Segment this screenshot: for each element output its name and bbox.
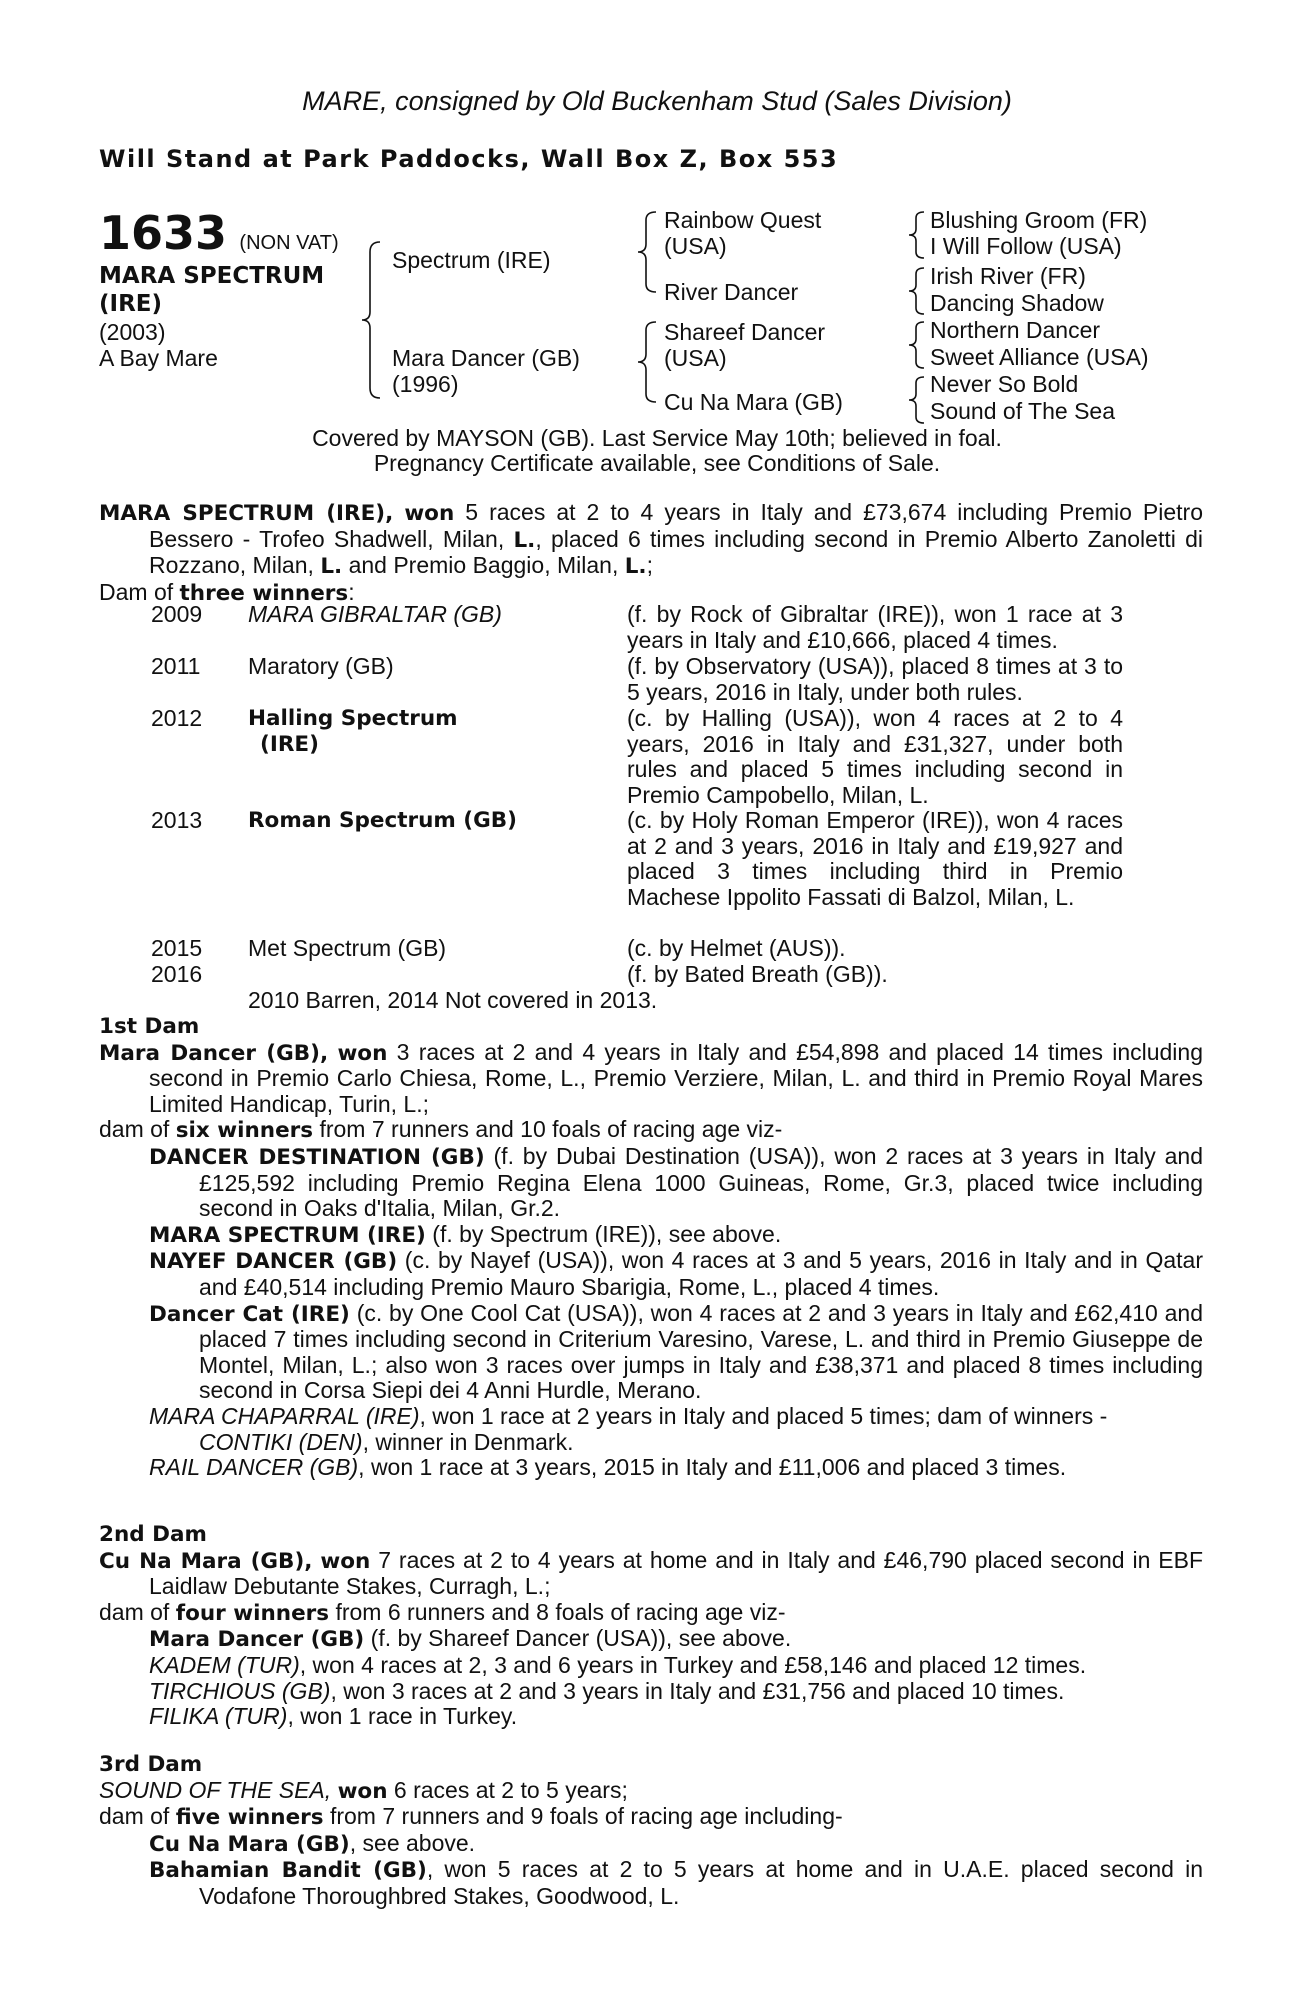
third-dam-produce: Bahamian Bandit (GB), won 5 races at 2 to 5 years at home and in U.A.E. placed second in Vodafone Thoroughbred Stakes, Goodwood, L. [149,1856,1204,1909]
lot-name: MARA SPECTRUM [99,263,325,289]
first-dam-dam-of: dam of six winners from 7 runners and 10 foals of racing age viz- [99,1116,783,1144]
location-line: Will Stand at Park Paddocks, Wall Box Z, Box 553 [99,145,839,173]
gen3-3: Irish River (FR) [930,263,1086,289]
sire-sire-line2: (USA) [664,233,727,259]
progeny-name: Met Spectrum (GB) [248,935,447,961]
lot-description: A Bay Mare [99,345,218,371]
pedigree-bracket-g1 [906,210,930,260]
lot-number: 1633 [99,206,228,260]
dam: Mara Dancer (GB) [392,345,580,371]
gen3-8: Sound of The Sea [930,398,1115,424]
first-dam-grandproduce: CONTIKI (DEN), winner in Denmark. [199,1428,574,1455]
gen3-1: Blushing Groom (FR) [930,207,1148,233]
lot-number-row [99,208,339,258]
second-dam-record: Cu Na Mara (GB), won 7 races at 2 to 4 years at home and in Italy and £46,790 placed second in EBF Laidlaw Debutante Stakes, Curragh, L.; [99,1546,1203,1600]
second-dam-produce: TIRCHIOUS (GB), won 3 races at 2 and 3 years in Italy and £31,756 and placed 10 times. [149,1677,1065,1704]
mare-race-record: MARA SPECTRUM (IRE), won 5 races at 2 to 4 years in Italy and £73,674 including Premio Pietro Bessero - Trofeo Shadwell, Milan, L., placed 6 times including second in Premio Alberto Zanoletti di Rozzano, Milan, L. and Premio Baggio, Milan, L.; [99,499,1203,580]
dam-dam: Cu Na Mara (GB) [664,389,843,415]
third-dam-section [99,1752,1203,1910]
gen3-7: Never So Bold [930,371,1079,397]
progeny-name: Roman Spectrum (GB) [248,808,517,833]
sire-dam: River Dancer [664,279,799,305]
progeny-details: (f. by Bated Breath (GB)). [627,961,888,987]
pedigree-bracket-main [360,240,390,400]
progeny-year: 2013 [151,807,203,833]
progeny-details: (c. by Halling (USA)), won 4 races at 2 to 4 years, 2016 in Italy and £31,327, under both rules and placed 5 times including second in Premio Campobello, Milan, L. [627,705,1123,808]
consignor-line: MARE, consigned by Old Buckenham Stud (Sales Division) [302,86,1012,116]
second-dam-section [99,1522,1203,1730]
dam-sire-line2: (USA) [664,345,727,371]
progeny-year: 2012 [151,705,203,731]
progeny-details: (c. by Helmet (AUS)). [627,935,846,961]
second-dam-heading: 2nd Dam [99,1522,207,1547]
first-dam-heading: 1st Dam [99,1014,200,1039]
progeny-name: MARA GIBRALTAR (GB) [248,601,502,627]
pedigree-bracket-g3 [906,320,930,370]
progeny-name: Maratory (GB) [248,653,394,679]
pregnancy-line: Pregnancy Certificate available, see Conditions of Sale. [373,450,941,476]
pedigree-bracket-dam [636,320,666,404]
barren-line: 2010 Barren, 2014 Not covered in 2013. [248,987,658,1013]
first-dam-produce: MARA SPECTRUM (IRE) (f. by Spectrum (IRE)), see above. [149,1220,782,1248]
progeny-details: (f. by Observatory (USA)), placed 8 times at 3 to 5 years, 2016 in Italy, under both rules. [627,653,1123,705]
pedigree-bracket-sire [636,210,666,294]
first-dam-produce: MARA CHAPARRAL (IRE), won 1 race at 2 years in Italy and placed 5 times; dam of winners - [149,1402,1108,1429]
progeny-year: 2011 [151,653,201,679]
gen3-4: Dancing Shadow [930,290,1104,316]
first-dam-section [99,1014,1203,1481]
first-dam-record: Mara Dancer (GB), won 3 races at 2 and 4 years in Italy and £54,898 and placed 14 times including second in Premio Carlo Chiesa, Rome, L., Premio Verziere, Milan, L. and third in Premio Royal Mares Limited Handicap, Turin, L.; [99,1038,1203,1117]
pedigree-bracket-g4 [906,375,930,425]
progeny-details: (f. by Rock of Gibraltar (IRE)), won 1 race at 3 years in Italy and £10,666, placed 4 times. [627,601,1123,653]
dam-of-line: Dam of three winners: [99,578,355,606]
progeny-year: 2015 [151,935,203,961]
gen3-5: Northern Dancer [930,317,1101,343]
progeny-year: 2016 [151,961,203,987]
first-dam-produce: Dancer Cat (IRE) (c. by One Cool Cat (USA)), won 4 races at 2 and 3 years in Italy and £62,410 and placed 7 times including second in Criterium Varesino, Varese, L. and third in Premio Giuseppe de Montel, Milan, L.; also won 3 races over jumps in Italy and £38,371 and placed 8 times including second in Corsa Siepi dei 4 Anni Hurdle, Merano. [149,1299,1203,1404]
second-dam-produce: FILIKA (TUR), won 1 race in Turkey. [149,1703,518,1730]
third-dam-produce: Cu Na Mara (GB), see above. [149,1829,476,1857]
first-dam-produce: DANCER DESTINATION (GB) (f. by Dubai Destination (USA)), won 2 races at 3 years in Italy and £125,592 including Premio Regina Elena 1000 Guineas, Rome, Gr.3, placed twice including second in Oaks d'Italia, Milan, Gr.2. [149,1142,1203,1222]
vat-status: (NON VAT) [239,232,339,254]
third-dam-record: SOUND OF THE SEA, won 6 races at 2 to 5 years; [99,1776,628,1804]
gen3-2: I Will Follow (USA) [930,233,1122,259]
lot-year: (2003) [99,319,166,345]
first-dam-produce: NAYEF DANCER (GB) (c. by Nayef (USA)), won 4 races at 3 and 5 years, 2016 in Italy and in Qatar and £40,514 including Premio Mauro Sbarigia, Rome, L., placed 4 times. [149,1247,1203,1300]
pedigree-bracket-g2 [906,266,930,316]
gen3-6: Sweet Alliance (USA) [930,344,1149,370]
mare-record [99,500,1203,606]
second-dam-produce: Mara Dancer (GB) (f. by Shareef Dancer (USA)), see above. [149,1625,792,1653]
second-dam-dam-of: dam of four winners from 6 runners and 8 foals of racing age viz- [99,1598,786,1626]
progeny-name: Halling Spectrum (IRE) [248,706,458,757]
dam-sire-line1: Shareef Dancer [664,319,826,345]
first-dam-produce: RAIL DANCER (GB), won 1 race at 3 years, 2015 in Italy and £11,006 and placed 3 times. [149,1454,1067,1481]
sire-sire-line1: Rainbow Quest [664,207,822,233]
sire: Spectrum (IRE) [392,247,551,273]
third-dam-dam-of: dam of five winners from 7 runners and 9 foals of racing age including- [99,1803,843,1831]
covered-line: Covered by MAYSON (GB). Last Service May 10th; believed in foal. [312,425,1002,451]
progeny-details: (c. by Holy Roman Emperor (IRE)), won 4 races at 2 and 3 years, 2016 in Italy and £19,927 and placed 3 times including third in Premio Machese Ippolito Fassati di Balzol, Milan, L. [627,807,1123,910]
lot-country: (IRE) [99,291,163,317]
dam-year: (1996) [392,371,459,397]
second-dam-produce: KADEM (TUR), won 4 races at 2, 3 and 6 years in Turkey and £58,146 and placed 12 times. [149,1651,1087,1678]
progeny-year: 2009 [151,601,203,627]
third-dam-heading: 3rd Dam [99,1752,203,1777]
